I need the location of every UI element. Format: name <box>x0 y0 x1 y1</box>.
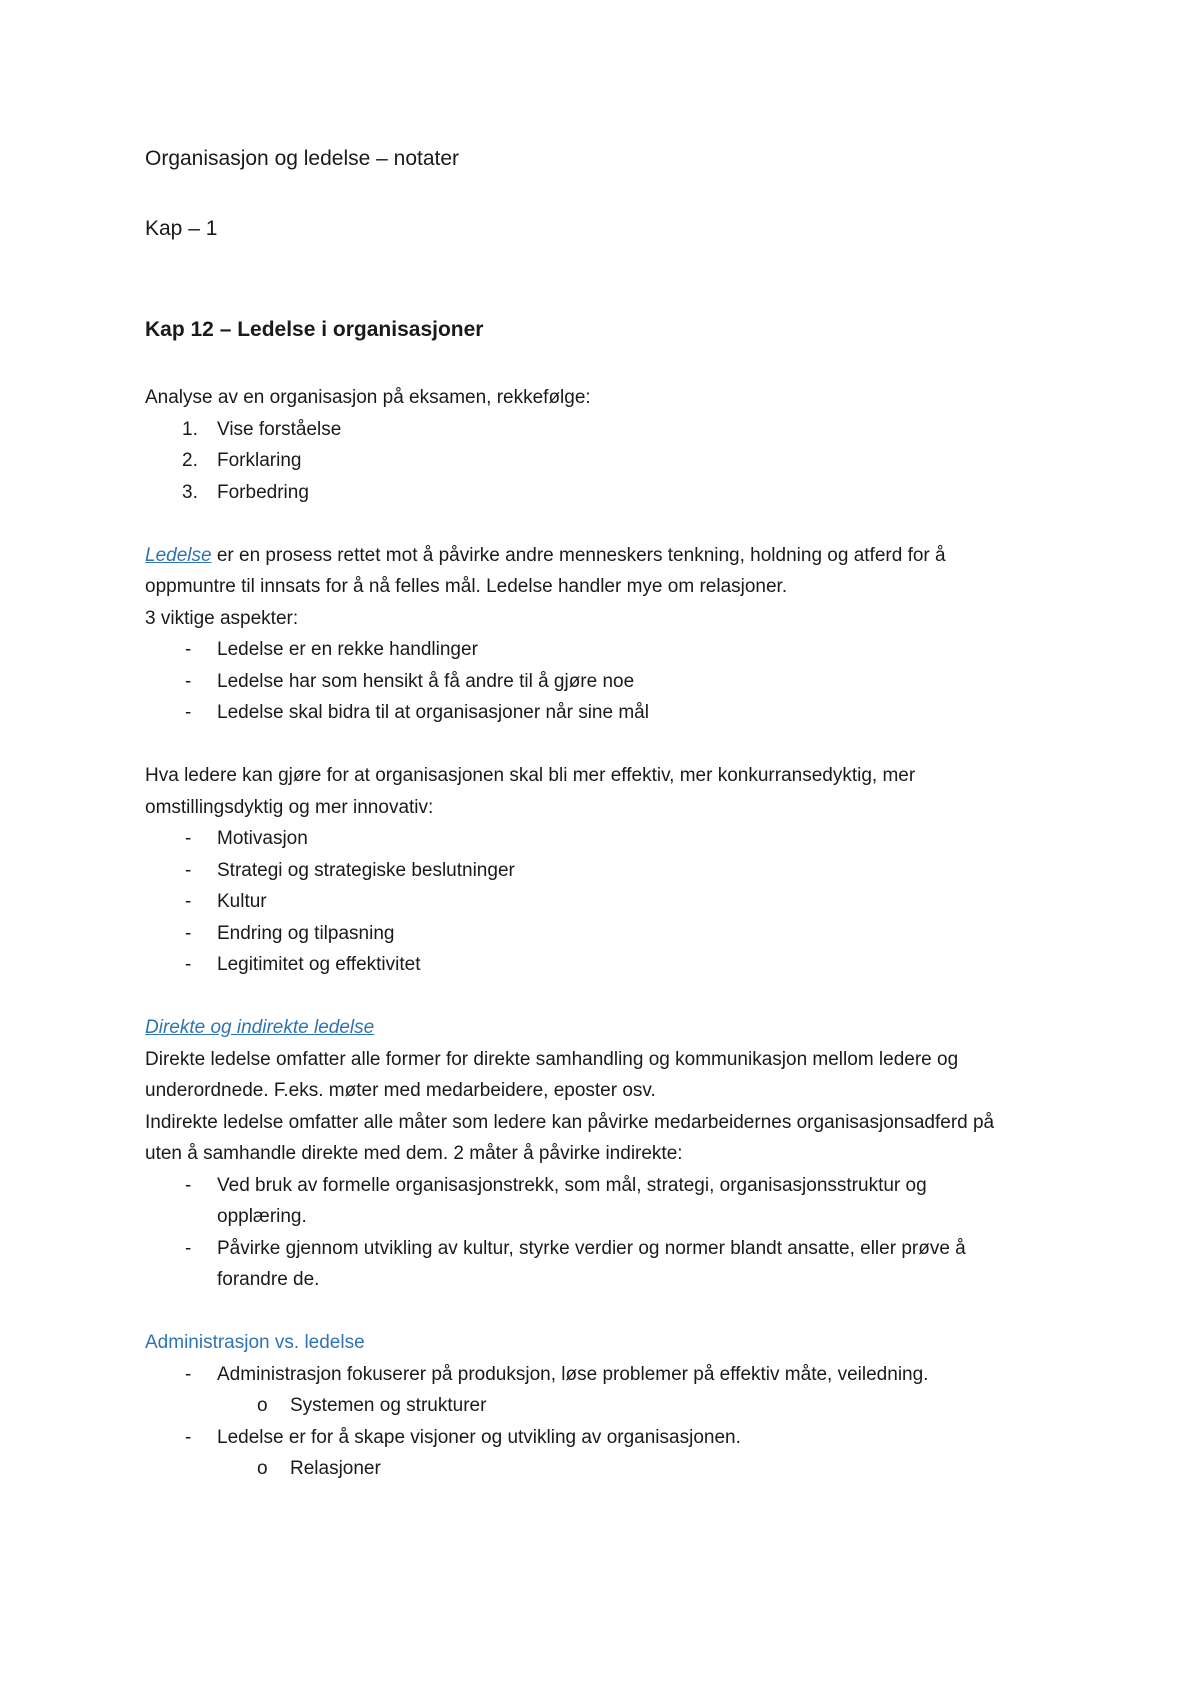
ledelse-link[interactable]: Ledelse <box>145 544 212 566</box>
list-item <box>145 1422 1075 1454</box>
indirekte-line2: uten å samhandle direkte med dem. 2 måter å påvirke indirekte: <box>145 1143 683 1164</box>
dash-bullet: - <box>185 891 192 912</box>
dash-bullet: - <box>185 1426 192 1448</box>
list-item <box>145 666 1075 698</box>
list-item-text: Kultur <box>217 891 267 912</box>
list-item-text: Strategi og strategiske beslutninger <box>217 859 515 881</box>
list-item-text: Administrasjon fokuserer på produksjon, løse problemer på effektiv måte, veiledning. <box>217 1363 929 1385</box>
list-item <box>145 477 1075 509</box>
spacer <box>145 981 1075 1013</box>
sub-list-item <box>145 1390 1075 1422</box>
list-item-text: Ledelse er en rekke handlinger <box>217 639 478 660</box>
list-item <box>145 445 1075 477</box>
analyse-steps-list <box>145 414 1075 509</box>
admin-heading: Administrasjon vs. ledelse <box>145 1332 365 1353</box>
dash-bullet: - <box>185 828 192 849</box>
ledelse-definition <box>145 540 1075 572</box>
list-item <box>145 918 1075 950</box>
list-item-continuation <box>145 1201 1075 1233</box>
spacer <box>145 729 1075 761</box>
dash-bullet: - <box>185 1174 192 1196</box>
dash-bullet: - <box>185 859 192 881</box>
sub-list-item-text: Relasjoner <box>290 1458 381 1479</box>
list-item-text: Ledelse er for å skape visjoner og utvikling av organisasjonen. <box>217 1426 741 1448</box>
direkte-indirekte-link[interactable]: Direkte og indirekte ledelse <box>145 1017 375 1038</box>
aspekter-intro: 3 viktige aspekter: <box>145 607 299 629</box>
hva-ledere-list <box>145 823 1075 981</box>
direkte-line1: Direkte ledelse omfatter alle former for direkte samhandling og kommunikasjon mellom ledere og <box>145 1048 959 1070</box>
list-number: 1. <box>182 418 198 440</box>
sub-list-item <box>145 1453 1075 1485</box>
dash-bullet: - <box>185 954 192 975</box>
hva-ledere-line1: Hva ledere kan gjøre for at organisasjonen skal bli mer effektiv, mer konkurransedyktig, mer <box>145 765 916 786</box>
indirekte-line1: Indirekte ledelse omfatter alle måter som ledere kan påvirke medarbeidernes organisasjonsadferd på <box>145 1111 995 1133</box>
list-item-text: Forbedring <box>217 481 309 503</box>
hva-ledere-line2: omstillingsdyktig og mer innovativ: <box>145 796 434 818</box>
list-item <box>145 1233 1075 1265</box>
list-item-continuation <box>145 1264 1075 1296</box>
list-item <box>145 823 1075 855</box>
direkte-heading-row <box>145 1012 1075 1044</box>
aspekter-list <box>145 634 1075 729</box>
list-number: 2. <box>182 450 198 471</box>
circle-bullet: o <box>257 1458 268 1479</box>
chapter-heading-1: Kap – 1 <box>145 217 218 240</box>
ledelse-definition-line2: oppmuntre til innsats for å nå felles mål. Ledelse handler mye om relasjoner. <box>145 576 788 597</box>
indirekte-list <box>145 1170 1075 1296</box>
chapter-heading-12: Kap 12 – Ledelse i organisasjoner <box>145 318 484 341</box>
list-item <box>145 886 1075 918</box>
list-item <box>145 949 1075 981</box>
list-item <box>145 1170 1075 1202</box>
list-item <box>145 414 1075 446</box>
sub-list-item-text: Systemen og strukturer <box>290 1395 487 1416</box>
dash-bullet: - <box>185 1237 192 1259</box>
list-item-text: Vise forståelse <box>217 418 342 440</box>
dash-bullet: - <box>185 1363 192 1385</box>
circle-bullet: o <box>257 1395 268 1416</box>
list-item-text: Motivasjon <box>217 828 308 849</box>
list-item-text: forandre de. <box>217 1269 320 1290</box>
list-item <box>145 634 1075 666</box>
list-item-text: Legitimitet og effektivitet <box>217 954 421 975</box>
chapter-12-body <box>145 382 1075 1485</box>
list-item-text: Ledelse har som hensikt å få andre til å gjøre noe <box>217 670 635 692</box>
list-item <box>145 697 1075 729</box>
list-item-text: Endring og tilpasning <box>217 922 395 944</box>
spacer <box>145 1296 1075 1328</box>
dash-bullet: - <box>185 639 192 660</box>
dash-bullet: - <box>185 670 192 692</box>
spacer <box>145 508 1075 540</box>
list-item-text: Påvirke gjennom utvikling av kultur, styrke verdier og normer blandt ansatte, eller prøve å <box>217 1237 966 1259</box>
list-item <box>145 855 1075 887</box>
analyse-intro: Analyse av en organisasjon på eksamen, rekkefølge: <box>145 387 591 408</box>
ledelse-definition-line1: er en prosess rettet mot å påvirke andre menneskers tenkning, holdning og atferd for å <box>211 544 946 566</box>
list-number: 3. <box>182 481 198 503</box>
document-title: Organisasjon og ledelse – notater <box>145 147 460 170</box>
list-item-text: Ved bruk av formelle organisasjonstrekk, som mål, strategi, organisasjonsstruktur og <box>217 1174 927 1196</box>
list-item <box>145 1359 1075 1391</box>
dash-bullet: - <box>185 702 192 723</box>
list-item-text: Ledelse skal bidra til at organisasjoner når sine mål <box>217 702 649 723</box>
list-item-text: Forklaring <box>217 450 302 471</box>
list-item-text: opplæring. <box>217 1206 307 1227</box>
dash-bullet: - <box>185 922 192 944</box>
admin-list <box>145 1359 1075 1485</box>
direkte-line2: underordnede. F.eks. møter med medarbeidere, eposter osv. <box>145 1080 656 1101</box>
